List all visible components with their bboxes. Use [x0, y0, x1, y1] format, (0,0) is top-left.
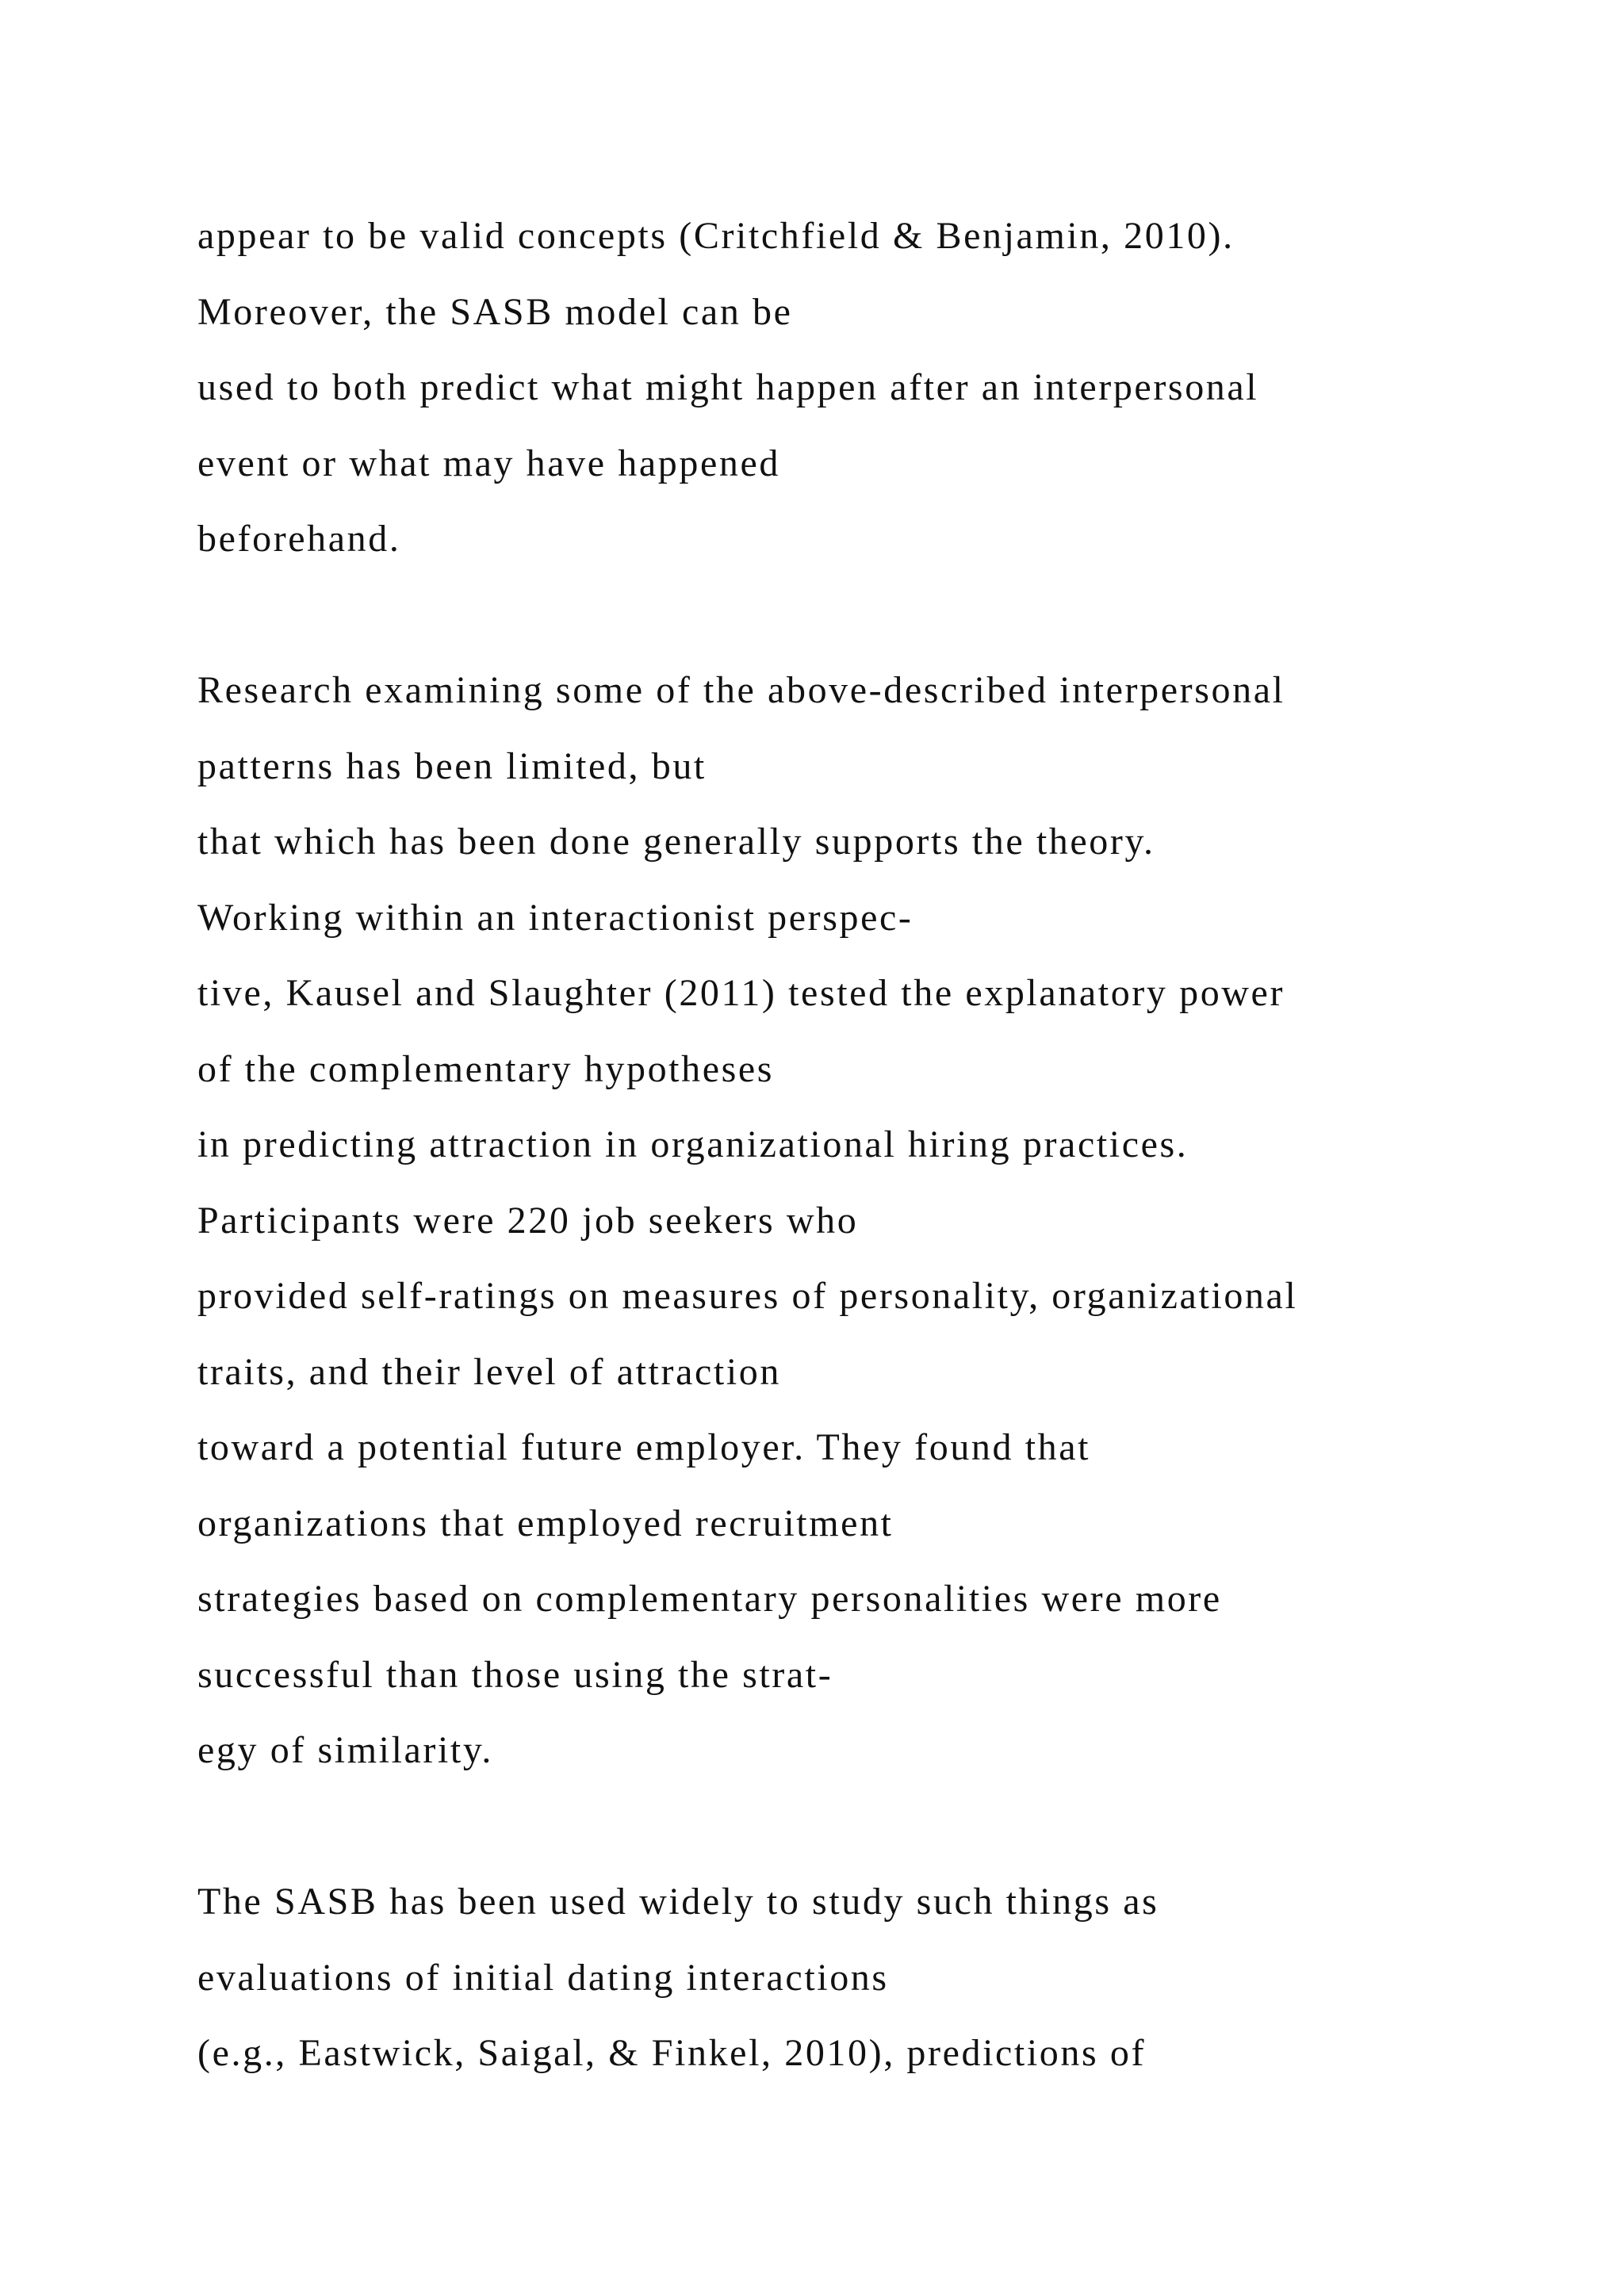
text-line: beforehand. [197, 518, 401, 560]
text-line: The SASB has been used widely to study such things as [197, 1881, 1159, 1923]
text-line: (e.g., Eastwick, Saigal, & Finkel, 2010), predictions of [197, 2032, 1147, 2074]
text-line: used to both predict what might happen after an interpersonal [197, 366, 1259, 408]
text-line: Moreover, the SASB model can be [197, 290, 793, 333]
text-line: in predicting attraction in organizational hiring practices. [197, 1123, 1189, 1165]
blank-line [197, 577, 1593, 653]
text-line: evaluations of initial dating interactions [197, 1956, 889, 1999]
text-line: Research examining some of the above-described interpersonal [197, 669, 1285, 711]
text-line: appear to be valid concepts (Critchfield & Benjamin, 2010). [197, 215, 1235, 257]
text-line: organizations that employed recruitment [197, 1502, 894, 1544]
text-line: patterns has been limited, but [197, 744, 707, 787]
text-line: tive, Kausel and Slaughter (2011) tested the explanatory power [197, 972, 1285, 1014]
text-line: that which has been done generally supports the theory. [197, 821, 1155, 863]
text-line: toward a potential future employer. They found that [197, 1426, 1091, 1468]
blank-line [197, 1789, 1593, 1865]
text-line: successful than those using the strat- [197, 1653, 833, 1696]
text-line: egy of similarity. [197, 1729, 493, 1771]
body-text [197, 198, 1593, 2091]
text-line: strategies based on complementary personalities were more [197, 1578, 1222, 1620]
text-line: provided self-ratings on measures of personality, organizational [197, 1275, 1298, 1317]
text-line: Participants were 220 job seekers who [197, 1199, 859, 1242]
text-line: of the complementary hypotheses [197, 1047, 775, 1090]
text-line: traits, and their level of attraction [197, 1350, 781, 1393]
text-line: event or what may have happened [197, 442, 780, 484]
text-line: Working within an interactionist perspec- [197, 896, 914, 939]
